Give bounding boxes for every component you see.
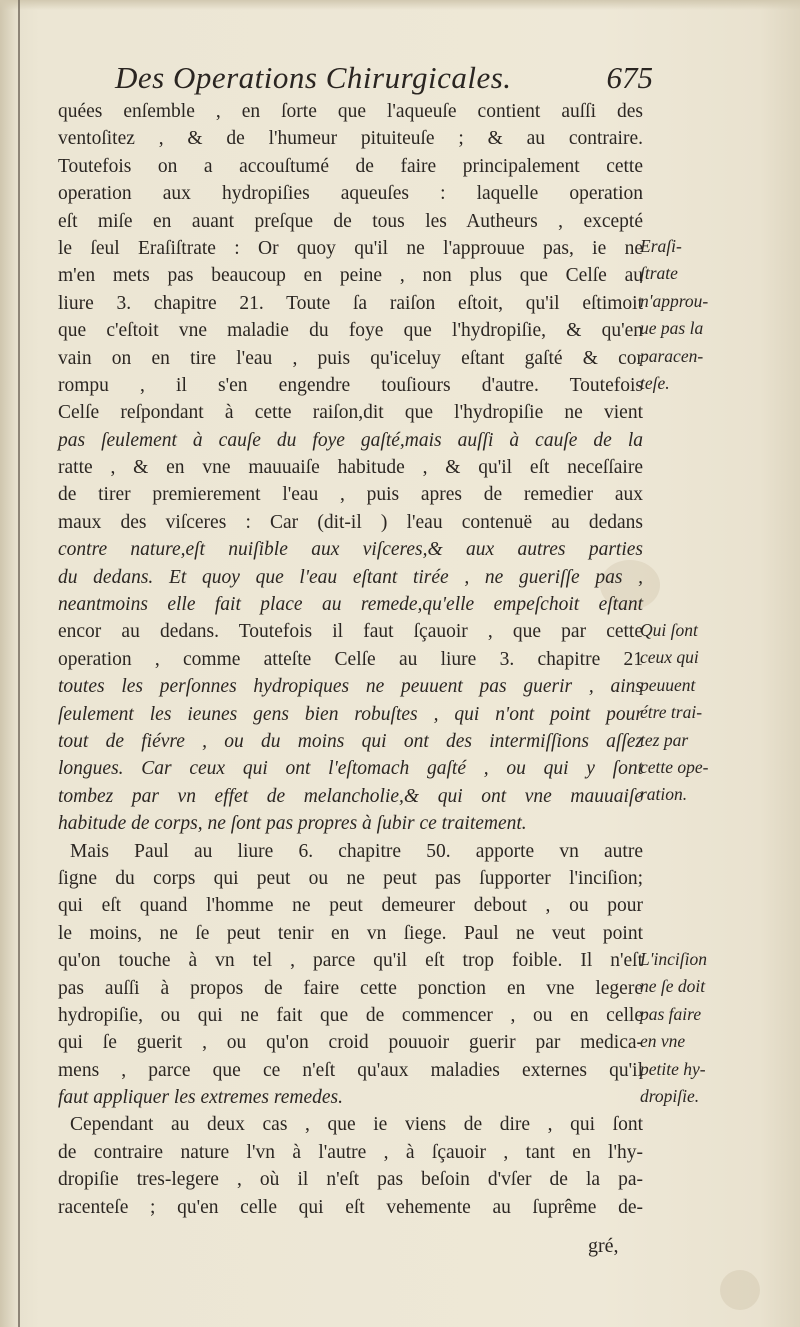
text-line: Celſe reſpondant à cette raiſon,dit que l'hydropiſie ne vient bbox=[58, 402, 643, 424]
margin-note-line: ration. bbox=[640, 784, 688, 805]
margin-note-line: paracen- bbox=[640, 345, 704, 366]
margin-note-line: petite hy- bbox=[640, 1058, 706, 1079]
text-line: maux des viſceres : Car (dit-il ) l'eau contenuë au dedans bbox=[58, 511, 643, 533]
text-line: liure 3. chapitre 21. Toute ſa raiſon eſtoit, qu'il eſtimoit bbox=[58, 292, 643, 314]
text-line-italic: ſeulement les ieunes gens bien robuſtes , qui n'ont point pour bbox=[58, 703, 643, 725]
margin-note-line: ſtrate bbox=[640, 263, 678, 284]
text-line: pas auſſi à propos de faire cette ponction en vne legere bbox=[58, 977, 643, 999]
margin-note-line: tez par bbox=[640, 729, 689, 750]
text-line: dropiſie tres-legere , où il n'eſt pas beſoin d'vſer de la pa- bbox=[58, 1169, 643, 1191]
binding-gutter-line bbox=[18, 0, 20, 1327]
text-line: rompu , il s'en engendre touſiours d'autre. Toutefois bbox=[58, 374, 643, 396]
text-line: qui eſt quand l'homme ne peut demeurer debout , ou pour bbox=[58, 895, 643, 917]
text-line: ratte , & en vne mauuaiſe habitude , & qu'il eſt neceſſaire bbox=[58, 457, 643, 479]
body-text bbox=[58, 98, 643, 1221]
text-line: qui ſe guerit , ou qu'on croid pouuoir guerir par medica- bbox=[58, 1032, 643, 1054]
text-line: Cependant au deux cas , que ie viens de dire , qui ſont bbox=[70, 1114, 643, 1136]
text-line: Toutefois on a accouſtumé de faire principalement cette bbox=[58, 155, 643, 177]
text-line-italic: neantmoins elle fait place au remede,qu'elle empeſchoit eſtant bbox=[58, 594, 643, 616]
text-line: m'en mets pas beaucoup en peine , non plus que Celſe au bbox=[58, 265, 643, 287]
margin-note-line: étre trai- bbox=[640, 702, 703, 723]
text-line: hydropiſie, ou qui ne fait que de commencer , ou en celle bbox=[58, 1004, 643, 1026]
margin-note-line: L'inciſion bbox=[640, 949, 707, 969]
margin-note-line: ceux qui bbox=[640, 647, 699, 668]
text-line: qu'on touche à vn tel , parce qu'il eſt trop foible. Il n'eſt bbox=[58, 950, 643, 972]
text-line: de tirer premierement l'eau , puis apres de remedier aux bbox=[58, 484, 643, 506]
text-line: vain on en tire l'eau , puis qu'iceluy eſtant gaſté & cor bbox=[58, 347, 643, 369]
text-line: Mais Paul au liure 6. chapitre 50. apporte vn autre bbox=[70, 840, 643, 862]
margin-note-qui-sont bbox=[640, 617, 790, 809]
text-line-italic: du dedans. Et quoy que l'eau eſtant tirée , ne gueriſſe pas , bbox=[58, 566, 643, 588]
margin-note-line: n'approu- bbox=[640, 290, 709, 311]
margin-note-line: ue pas la bbox=[640, 318, 704, 339]
text-line-italic: pas ſeulement à cauſe du foye gaſté,mais auſſi à cauſe de la bbox=[58, 429, 643, 451]
margin-note-line: Eraſi- bbox=[640, 236, 682, 256]
catchword: gré, bbox=[588, 1235, 619, 1257]
text-line-italic: habitude de corps, ne ſont pas propres à ſubir ce traitement. bbox=[58, 813, 527, 835]
text-line: encor au dedans. Toutefois il faut ſçauoir , que par cette bbox=[58, 621, 643, 643]
margin-note-line: Qui ſont bbox=[640, 620, 698, 640]
text-line: le moins, ne ſe peut tenir en vn ſiege. Paul ne veut point bbox=[58, 922, 643, 944]
margin-note-line: pas faire bbox=[640, 1003, 702, 1024]
text-line: quées enſemble , en ſorte que l'aqueuſe contient auſſi des bbox=[58, 101, 643, 122]
margin-note-line: teſe. bbox=[640, 372, 670, 393]
margin-note-line: en vne bbox=[640, 1031, 686, 1052]
page-number: 675 bbox=[606, 60, 653, 95]
text-line: le ſeul Eraſiſtrate : Or quoy qu'il ne l'approuue pas, ie ne bbox=[58, 237, 643, 259]
text-line-italic: contre nature,eſt nuiſible aux viſceres,& aux autres parties bbox=[58, 539, 643, 561]
text-line-italic: faut appliquer les extremes remedes. bbox=[58, 1087, 344, 1109]
margin-note-incision bbox=[640, 946, 790, 1110]
text-line: que c'eſtoit vne maladie du foye que l'hydropiſie, & qu'en bbox=[58, 320, 643, 342]
text-line: operation , comme atteſte Celſe au liure 3. chapitre 21 bbox=[58, 648, 643, 670]
margin-note-erasistrate bbox=[640, 233, 790, 397]
text-line: ventoſitez , & de l'humeur pituiteuſe ; & au contraire. bbox=[58, 128, 643, 150]
margin-note-line: ne ſe doit bbox=[640, 976, 706, 997]
text-line-italic: longues. Car ceux qui ont l'eſtomach gaſté , ou qui y ſont bbox=[58, 758, 643, 780]
text-line: ſigne du corps qui peut ou ne peut pas ſupporter l'inciſion; bbox=[58, 867, 643, 889]
margin-note-line: dropiſie. bbox=[640, 1085, 700, 1106]
text-line-italic: toutes les perſonnes hydropiques ne peuuent pas guerir , ains bbox=[58, 676, 643, 698]
running-title: Des Operations Chirurgicales. bbox=[115, 60, 512, 95]
text-line: mens , parce que ce n'eſt qu'aux maladies externes qu'il bbox=[58, 1059, 643, 1081]
text-line-italic: tombez par vn effet de melancholie,& qui ont vne mauuaiſe bbox=[58, 785, 643, 807]
text-line: eſt miſe en auant preſque de tous les Autheurs , excepté bbox=[58, 210, 643, 232]
margin-note-line: peuuent bbox=[640, 674, 696, 695]
text-line: de contraire nature l'vn à l'autre , à ſçauoir , tant en l'hy- bbox=[58, 1141, 643, 1163]
text-line: racenteſe ; qu'en celle qui eſt vehemente au ſuprême de- bbox=[58, 1196, 643, 1218]
margin-notes bbox=[640, 0, 790, 1327]
text-line: operation aux hydropiſies aqueuſes : laquelle operation bbox=[58, 183, 643, 205]
margin-note-line: cette ope- bbox=[640, 756, 709, 777]
page-header bbox=[115, 60, 675, 100]
text-line-italic: tout de fiévre , ou du moins qui ont des intermiſſions aſſez bbox=[58, 730, 643, 752]
